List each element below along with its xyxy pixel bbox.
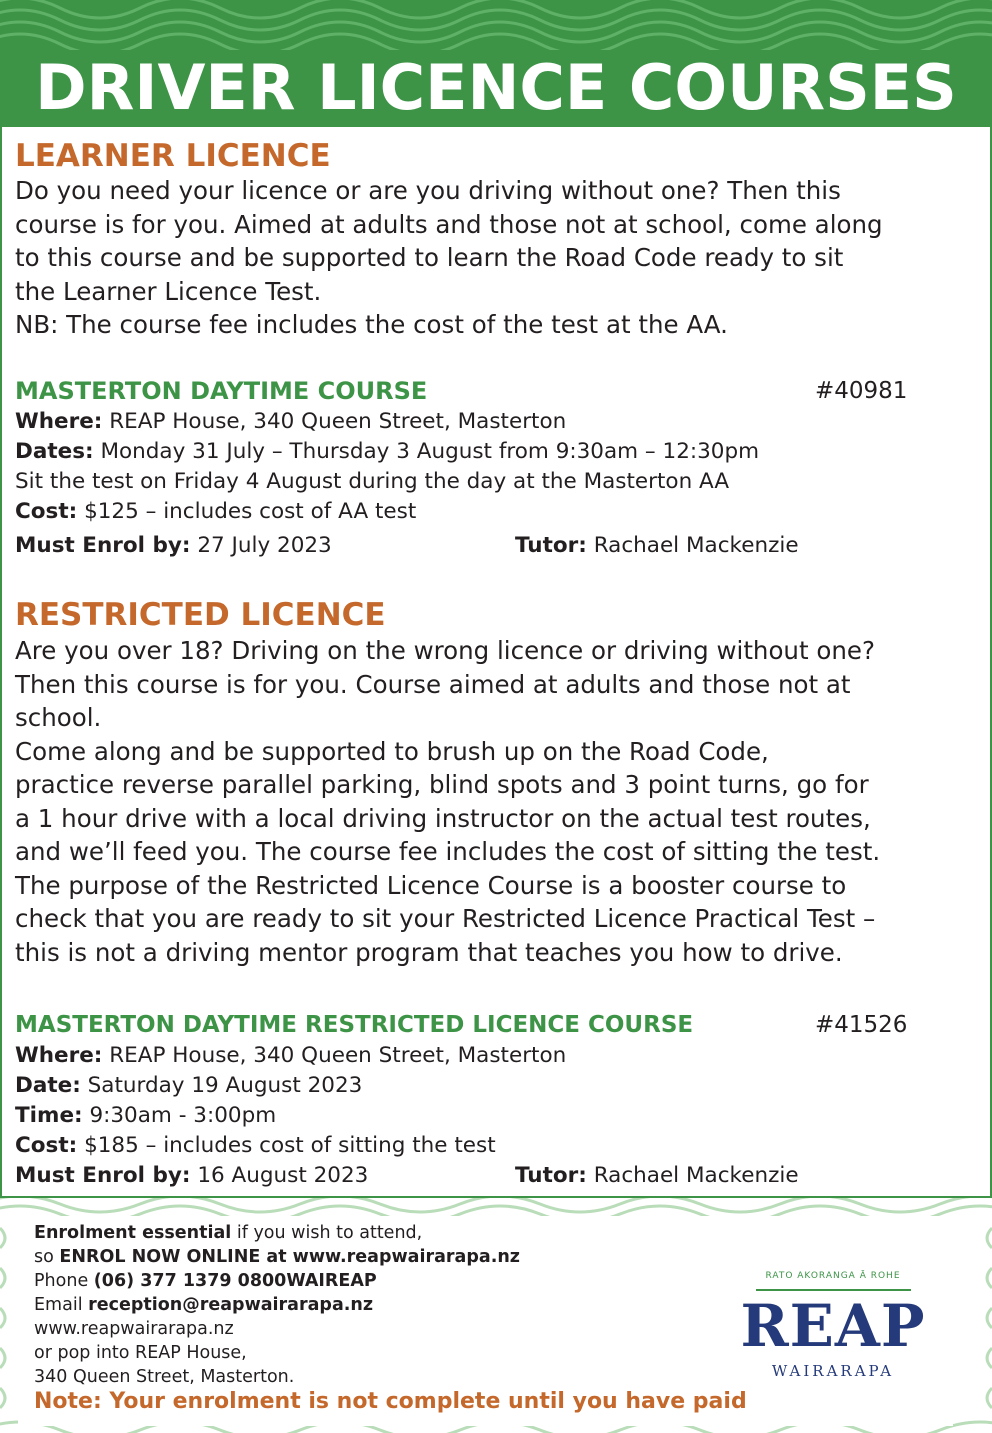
restricted-course-date <box>15 1071 362 1101</box>
wave-pattern-decoration <box>0 0 992 50</box>
restricted-course-time <box>15 1101 276 1131</box>
detail-label: Time: <box>15 1103 83 1128</box>
text: Phone <box>34 1271 94 1291</box>
detail-label: Must Enrol by: <box>15 533 191 558</box>
learner-licence-heading: LEARNER LICENCE <box>15 138 331 174</box>
footer-panel <box>18 1216 953 1426</box>
text-line: school. <box>15 703 102 732</box>
text-line: a 1 hour drive with a local driving instructor on the actual test routes, <box>15 803 871 833</box>
detail-label: Must Enrol by: <box>15 1163 191 1188</box>
learner-licence-description <box>15 174 980 342</box>
text-line: NB: The course fee includes the cost of the test at the AA. <box>15 310 728 339</box>
text-line: check that you are ready to sit your Restricted Licence Practical Test – <box>15 904 876 933</box>
detail-value: Monday 31 July – Thursday 3 August from 9:30am – 12:30pm <box>93 439 760 464</box>
detail-label: Where: <box>15 1043 103 1068</box>
footer-contact-box <box>0 1196 992 1433</box>
detail-label: Tutor: <box>515 533 587 558</box>
email-link[interactable]: reception@reapwairarapa.nz <box>88 1295 374 1315</box>
learner-course-enrol-by <box>15 531 332 561</box>
learner-course-tutor <box>515 531 799 561</box>
restricted-course-cost <box>15 1131 496 1161</box>
detail-value: 27 July 2023 <box>190 533 332 558</box>
logo-name: REAP <box>740 1292 926 1360</box>
detail-value: $185 – includes cost of sitting the test <box>77 1133 496 1158</box>
restricted-licence-heading: RESTRICTED LICENCE <box>15 597 386 633</box>
restricted-course-where <box>15 1041 566 1071</box>
website-text: www.reapwairarapa.nz <box>34 1319 234 1339</box>
detail-value: Rachael Mackenzie <box>586 533 799 558</box>
detail-label: Where: <box>15 409 103 434</box>
learner-course-dates <box>15 437 759 467</box>
payment-note: Note: Your enrolment is not complete until you have paid <box>34 1389 747 1414</box>
detail-value: $125 – includes cost of AA test <box>77 499 417 524</box>
detail-value: 16 August 2023 <box>190 1163 369 1188</box>
detail-label: Cost: <box>15 1133 78 1158</box>
detail-value: REAP House, 340 Queen Street, Masterton <box>102 1043 567 1068</box>
text-line: Do you need your licence or are you driving without one? Then this <box>15 176 841 205</box>
restricted-licence-description <box>15 634 980 969</box>
learner-course-where <box>15 407 566 437</box>
detail-value: 9:30am - 3:00pm <box>82 1103 277 1128</box>
text-line: Come along and be supported to brush up on the Road Code, <box>15 736 769 766</box>
bold-text: Enrolment essential <box>34 1223 232 1243</box>
header-banner <box>0 0 992 127</box>
logo-divider <box>756 1289 911 1291</box>
enrol-online-link[interactable]: ENROL NOW ONLINE at www.reapwairarapa.nz <box>59 1247 520 1267</box>
text-line: to this course and be supported to learn the Road Code ready to sit <box>15 243 844 272</box>
text-line: practice reverse parallel parking, blind spots and 3 point turns, go for <box>15 770 869 799</box>
reap-wairarapa-logo <box>718 1256 948 1386</box>
detail-value: Rachael Mackenzie <box>586 1163 799 1188</box>
enrol-online-text <box>34 1245 520 1269</box>
enrolment-essential-text <box>34 1221 422 1245</box>
restricted-course-enrol-by <box>15 1161 368 1191</box>
detail-label: Cost: <box>15 499 78 524</box>
detail-value: REAP House, 340 Queen Street, Masterton <box>102 409 567 434</box>
text: if you wish to attend, <box>231 1223 423 1243</box>
visit-text: or pop into REAP House, <box>34 1343 247 1363</box>
text: so <box>34 1247 60 1267</box>
text-line: Are you over 18? Driving on the wrong licence or driving without one? <box>15 636 875 665</box>
learner-course-cost <box>15 497 416 527</box>
phone-numbers: (06) 377 1379 0800WAIREAP <box>93 1271 377 1291</box>
learner-course-code: #40981 <box>815 378 908 404</box>
detail-label: Dates: <box>15 439 94 464</box>
logo-tagline: RATO AKORANGA Ā ROHE <box>765 1271 901 1281</box>
text-line: this is not a driving mentor program that teaches you how to drive. <box>15 937 843 967</box>
phone-text <box>34 1269 377 1293</box>
detail-label: Date: <box>15 1073 81 1098</box>
page-title: DRIVER LICENCE COURSES <box>35 51 957 124</box>
restricted-course-code: #41526 <box>815 1012 908 1038</box>
restricted-course-title: MASTERTON DAYTIME RESTRICTED LICENCE COURSE <box>15 1012 694 1038</box>
address-text: 340 Queen Street, Masterton. <box>34 1367 295 1387</box>
detail-value: Saturday 19 August 2023 <box>80 1073 363 1098</box>
text: Email <box>34 1295 89 1315</box>
text-line: the Learner Licence Test. <box>15 276 322 306</box>
learner-course-title: MASTERTON DAYTIME COURSE <box>15 377 428 405</box>
learner-course-test-note: Sit the test on Friday 4 August during the day at the Masterton AA <box>15 469 730 494</box>
text-line: course is for you. Aimed at adults and those not at school, come along <box>15 209 883 239</box>
detail-label: Tutor: <box>515 1163 587 1188</box>
text-line: and we’ll feed you. The course fee includes the cost of sitting the test. <box>15 837 881 866</box>
text-line: The purpose of the Restricted Licence Course is a booster course to <box>15 870 847 900</box>
email-text <box>34 1293 373 1317</box>
text-line: Then this course is for you. Course aimed at adults and those not at <box>15 669 851 699</box>
logo-region: WAIRARAPA <box>771 1362 895 1380</box>
restricted-course-tutor <box>515 1161 799 1191</box>
